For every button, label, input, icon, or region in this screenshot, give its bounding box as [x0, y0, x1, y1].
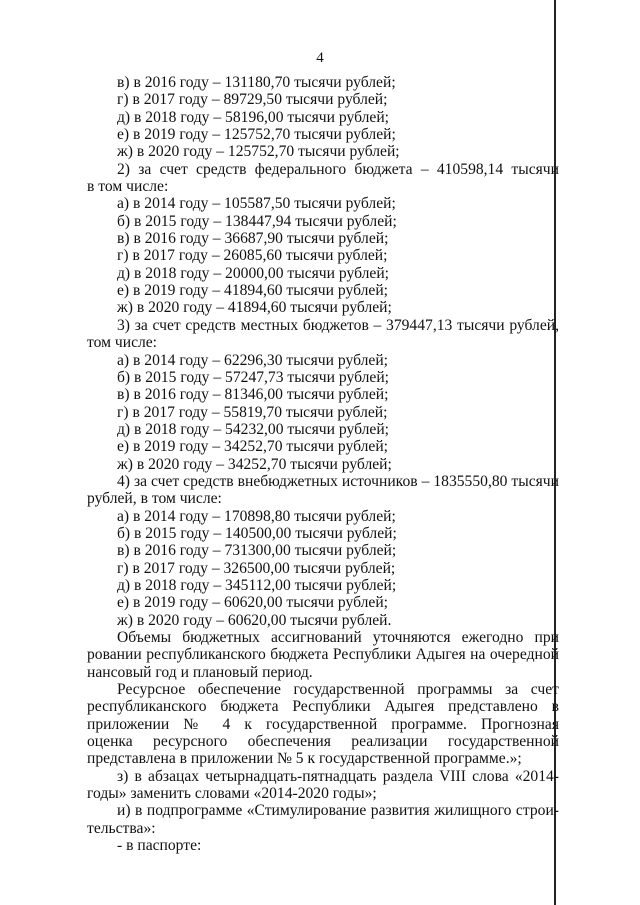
text-line: тельства»:	[87, 819, 156, 837]
text-line: д) в 2018 году – 345112,00 тысячи рублей;	[117, 576, 397, 594]
text-line: рублей, в том числе:	[87, 490, 222, 508]
text-line: годы» заменить словами «2014-2020 годы»;	[87, 785, 377, 803]
text-line: г) в 2017 году – 55819,70 тысячи рублей;	[117, 403, 388, 421]
text-line: е) в 2019 году – 125752,70 тысячи рублей;	[117, 126, 396, 144]
text-line: а) в 2014 году – 62296,30 тысячи рублей;	[117, 351, 388, 369]
text-line: приложении № 4 к государственной программе. Прогнозная	[87, 715, 559, 733]
text-line: г) в 2017 году – 26085,60 тысячи рублей;	[117, 247, 388, 265]
text-line: е) в 2019 году – 34252,70 тысячи рублей;	[117, 438, 388, 456]
text-line: а) в 2014 году – 105587,50 тысячи рублей;	[117, 195, 396, 213]
text-line: д) в 2018 году – 20000,00 тысячи рублей;	[117, 264, 390, 282]
text-line: ж) в 2020 году – 41894,60 тысячи рублей;	[117, 299, 392, 317]
text-line: в) в 2016 году – 731300,00 тысячи рублей;	[117, 542, 397, 560]
text-line: в) в 2016 году – 81346,00 тысячи рублей;	[117, 386, 389, 404]
text-line: е) в 2019 году – 41894,60 тысячи рублей;	[117, 282, 388, 300]
text-line: б) в 2015 году – 140500,00 тысячи рублей;	[117, 524, 397, 542]
text-line: 2) за счет средств федерального бюджета – 410598,14 тысячи	[117, 160, 559, 178]
text-line: в) в 2016 году – 131180,70 тысячи рублей;	[117, 74, 396, 91]
text-line: Объемы бюджетных ассигнований уточняются ежегодно при	[117, 629, 559, 646]
text-line: д) в 2018 году – 58196,00 тысячи рублей;	[117, 108, 390, 126]
text-line: нансовый год и плановый период.	[87, 663, 313, 681]
text-line: и) в подпрограмме «Стимулирование развития жилищного строи-	[117, 802, 559, 820]
text-line: 3) за счет средств местных бюджетов – 379447,13 тысячи рублей,	[117, 316, 559, 334]
text-line: том числе:	[87, 334, 158, 352]
text-line: представлена в приложении № 5 к государственной программе.»;	[87, 750, 522, 768]
text-line: б) в 2015 году – 138447,94 тысячи рублей;	[117, 212, 397, 230]
text-line: ж) в 2020 году – 34252,70 тысячи рублей;	[117, 455, 392, 473]
text-line: ровании республиканского бюджета Республики Адыгея на очередной	[87, 646, 559, 664]
document-body	[87, 74, 559, 854]
text-line: - в паспорте:	[117, 837, 202, 855]
text-line: а) в 2014 году – 170898,80 тысячи рублей;	[117, 507, 396, 525]
text-line: г) в 2017 году – 326500,00 тысячи рублей;	[117, 559, 396, 577]
text-line: б) в 2015 году – 57247,73 тысячи рублей;	[117, 368, 390, 386]
text-line: в том числе:	[87, 178, 169, 196]
text-line: з) в абзацах четырнадцать-пятнадцать раздела VIII слова «2014-	[117, 767, 559, 785]
text-line: оценка ресурсного обеспечения реализации государственной	[87, 733, 559, 751]
text-line: в) в 2016 году – 36687,90 тысячи рублей;	[117, 230, 389, 248]
text-line: г) в 2017 году – 89729,50 тысячи рублей;	[117, 91, 388, 109]
text-line: Ресурсное обеспечение государственной программы за счет	[117, 681, 559, 699]
text-line: 4) за счет средств внебюджетных источников – 1835550,80 тысячи	[117, 472, 559, 490]
text-line: д) в 2018 году – 54232,00 тысячи рублей;	[117, 420, 390, 438]
text-line: республиканского бюджета Республики Адыгея представлено в	[87, 698, 559, 716]
text-line: ж) в 2020 году – 125752,70 тысячи рублей;	[117, 143, 400, 161]
text-line: е) в 2019 году – 60620,00 тысячи рублей;	[117, 594, 388, 612]
page-number: 4	[316, 50, 324, 66]
text-line: ж) в 2020 году – 60620,00 тысячи рублей.	[117, 611, 392, 629]
